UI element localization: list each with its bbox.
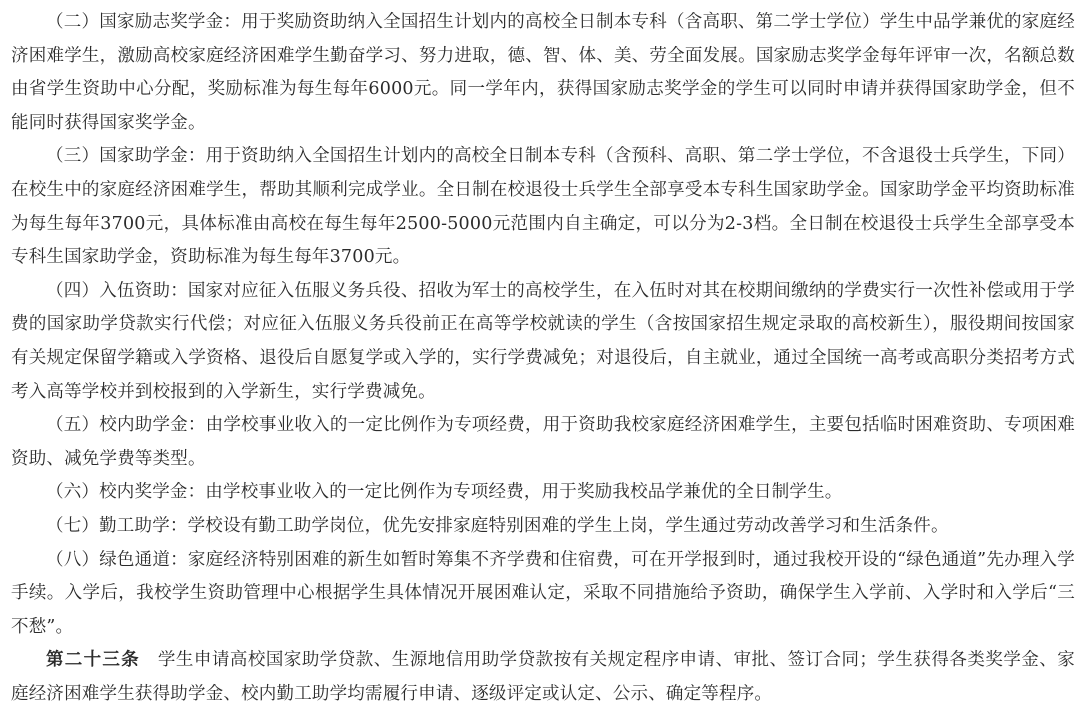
paragraph-national-encouragement-scholarship: （二）国家励志奖学金：用于奖励资助纳入全国招生计划内的高校全日制本专科（含高职、第二学士学位）学生中品学兼优的家庭经济困难学生，激励高校家庭经济困难学生勤奋学习、努力进取，德、智、体、美、劳全面发展。国家励志奖学金每年评审一次，名额总数由省学生资助中心分配，奖励标准为每生每年6000元。同一学年内，获得国家励志奖学金的学生可以同时申请并获得国家助学金，但不能同时获得国家奖学金。 bbox=[11, 12, 1075, 133]
paragraph-campus-scholarship: （六）校内奖学金：由学校事业收入的一定比例作为专项经费，用于奖励我校品学兼优的全日制学生。 bbox=[46, 482, 843, 503]
paragraph-work-study: （七）勤工助学：学校设有勤工助学岗位，优先安排家庭特别困难的学生上岗，学生通过劳动改善学习和生活条件。 bbox=[46, 515, 949, 536]
article-23 bbox=[11, 644, 1075, 711]
paragraph-national-grant: （三）国家助学金：用于资助纳入全国招生计划内的高校全日制本专科（含预科、高职、第二学士学位，不含退役士兵学生，下同）在校生中的家庭经济困难学生，帮助其顺利完成学业。全日制在校退役士兵学生全部享受本专科生国家助学金。国家助学金平均资助标准为每生每年3700元，具体标准由高校在每生每年2500-5000元范围内自主确定，可以分为2-3档。全日制在校退役士兵学生全部享受本专科生国家助学金，资助标准为每生每年3700元。 bbox=[11, 146, 1075, 268]
paragraph-green-channel: （八）绿色通道：家庭经济特别困难的新生如暂时筹集不齐学费和住宿费，可在开学报到时，通过我校开设的“绿色通道”先办理入学手续。入学后，我校学生资助管理中心根据学生具体情况开展困难认定，采取不同措施给予资助，确保学生入学前、入学时和入学后“三不愁”。 bbox=[11, 549, 1075, 637]
article-number: 第二十三条 bbox=[46, 650, 140, 671]
paragraph-campus-grant: （五）校内助学金：由学校事业收入的一定比例作为专项经费，用于资助我校家庭经济困难学生，主要包括临时困难资助、专项困难资助、减免学费等类型。 bbox=[11, 415, 1075, 469]
paragraph-enlistment-aid: （四）入伍资助：国家对应征入伍服义务兵役、招收为军士的高校学生，在入伍时对其在校期间缴纳的学费实行一次性补偿或用于学费的国家助学贷款实行代偿；对应征入伍服义务兵役前正在高等学校就读的学生（含按国家招生规定录取的高校新生），服役期间按国家有关规定保留学籍或入学资格、退役后自愿复学或入学的，实行学费减免；对退役后，自主就业，通过全国统一高考或高职分类招考方式考入高等学校并到校报到的入学新生，实行学费减免。 bbox=[11, 280, 1075, 402]
document-body bbox=[11, 6, 1075, 711]
article-text: 学生申请高校国家助学贷款、生源地信用助学贷款按有关规定程序申请、审批、签订合同；学生获得各类奖学金、家庭经济困难学生获得助学金、校内勤工助学均需履行申请、逐级评定或认定、公示、确定等程序。 bbox=[11, 650, 1075, 704]
